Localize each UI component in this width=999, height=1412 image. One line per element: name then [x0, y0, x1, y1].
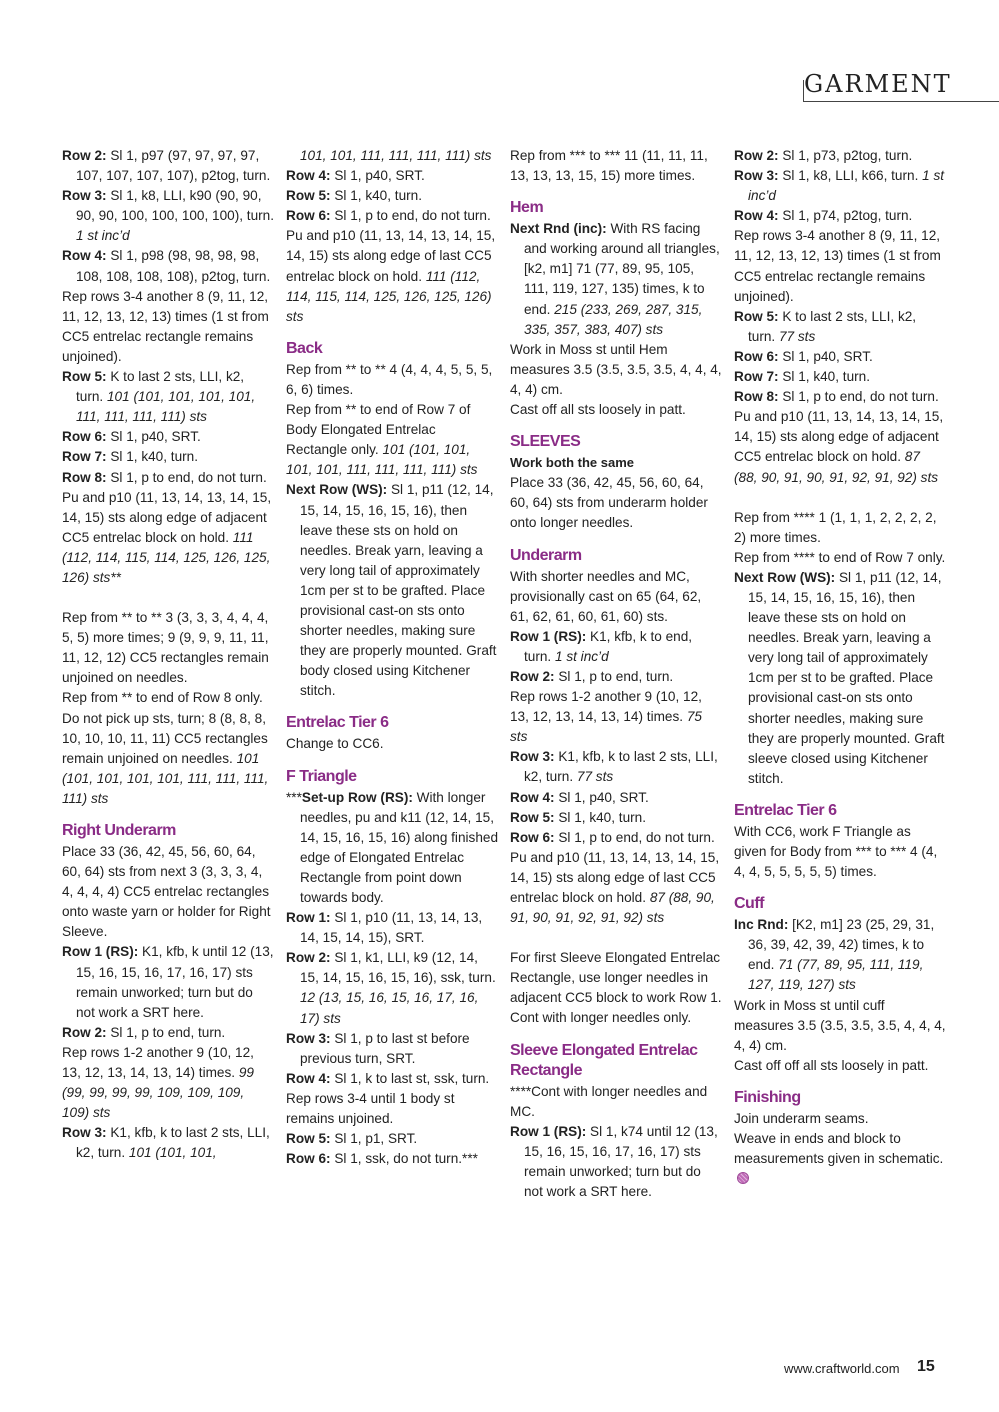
row-label: Next Rnd (inc):: [510, 221, 607, 237]
row-label: Row 1 (RS):: [510, 628, 587, 644]
heading-text: Finishing: [734, 1088, 801, 1106]
instruction-row: [62, 468, 274, 488]
text: Pu and p10 (11, 13, 14, 13, 14, 15, 14, 15) sts along edge of last CC5 entrelac block on hold.: [286, 228, 496, 284]
stitch-count: 75 sts: [510, 709, 702, 745]
paragraph: [510, 567, 722, 627]
paragraph: [510, 340, 722, 400]
text: Rep rows 1-2 another 9 (10, 12, 13, 12, 13, 14, 13, 14) times.: [510, 689, 702, 725]
paragraph: [286, 360, 498, 400]
stitch-count: 99 (99, 99, 99, 99, 109, 109, 109, 109) sts: [62, 1065, 254, 1121]
text: [K2, m1] 23 (25, 29, 31, 36, 39, 42, 39, 42) times, k to end.: [748, 917, 935, 973]
instruction-row: [286, 1129, 498, 1149]
heading-text: F Triangle: [286, 767, 357, 785]
text: Sl 1, p40, SRT.: [778, 348, 873, 364]
instruction-row: [62, 1023, 274, 1043]
row-label: Row 4:: [286, 1070, 331, 1086]
paragraph: [510, 687, 722, 747]
text: Rep rows 1-2 another 9 (10, 12, 13, 12, 13, 14, 13, 14) times.: [62, 1044, 254, 1081]
section-heading: [510, 432, 722, 452]
row-label: Row 3:: [510, 749, 555, 765]
text: With shorter needles and MC, provisionally cast on 65 (64, 62, 61, 62, 61, 60, 61, 60) sts.: [510, 568, 702, 624]
text: Work in Moss st until cuff measures 3.5 (3.5, 3.5, 3.5, 4, 4, 4, 4, 4) cm.: [734, 997, 946, 1053]
row-label: Row 4:: [286, 168, 331, 184]
instruction-row: [286, 186, 498, 206]
instruction-row: [286, 1149, 498, 1169]
instruction-row: [286, 1029, 498, 1069]
section-heading: [286, 339, 498, 359]
heading-text: Work both the same: [510, 455, 635, 471]
row-label: Row 1 (RS):: [510, 1123, 587, 1139]
row-label: Row 5:: [62, 369, 107, 385]
row-label: Row 3:: [62, 188, 107, 204]
section-heading: [62, 821, 274, 841]
stitch-count: 101 (101, 101, 101, 101, 111, 111, 111, 111) sts: [62, 750, 269, 806]
row-label: Row 1 (RS):: [62, 944, 139, 960]
text: Sl 1, k40, turn.: [106, 449, 198, 465]
text: Pu and p10 (11, 13, 14, 13, 14, 15, 14, 15) sts along edge of last CC5 entrelac block on hold.: [510, 849, 720, 905]
paragraph: [62, 608, 274, 688]
row-label: Row 2:: [62, 148, 107, 163]
row-label: Row 4:: [734, 208, 779, 224]
row-label: Row 5:: [286, 1131, 331, 1147]
section-heading: [510, 1041, 722, 1081]
paragraph: [510, 1082, 722, 1122]
paragraph: [734, 508, 946, 548]
row-label: Row 6:: [286, 1151, 331, 1167]
row-label: Row 7:: [734, 369, 779, 385]
instruction-row: [62, 146, 274, 186]
text: Rep from *** to *** 11 (11, 11, 11, 13, 13, 13, 15, 15) more times.: [510, 148, 708, 184]
text: Sl 1, p to end, do not turn.: [106, 469, 267, 485]
instruction-row: [510, 828, 722, 848]
text: Rep rows 3-4 another 8 (9, 11, 12, 11, 12, 13, 12, 13) times (1 st from CC5 entrelac rectangle remains unjoined).: [734, 228, 941, 304]
row-label: Row 6:: [62, 429, 107, 445]
text: Sl 1, p98 (98, 98, 98, 98, 108, 108, 108, 108), p2tog, turn.: [76, 248, 271, 284]
text: Sl 1, p73, p2tog, turn.: [778, 148, 913, 163]
paragraph: [62, 287, 274, 367]
instruction-row: [734, 146, 946, 166]
heading-text: Right Underarm: [62, 822, 176, 839]
paragraph: [734, 1109, 946, 1129]
text: Sl 1, p40, SRT.: [554, 789, 649, 805]
stitch-count: 215 (233, 269, 287, 315, 335, 357, 383, 407) sts: [524, 301, 703, 337]
instruction-row: [510, 808, 722, 828]
row-label: Row 6:: [510, 829, 555, 845]
stitch-count: 87 (88, 90, 91, 90, 91, 92, 91, 92) sts: [510, 890, 715, 926]
text: Sl 1, p97 (97, 97, 97, 97, 107, 107, 107, 107), p2tog, turn.: [76, 148, 271, 184]
column-1: [62, 146, 274, 1164]
instruction-row: [286, 166, 498, 186]
instruction-row: [62, 427, 274, 447]
text: Cast off all sts loosely in patt.: [510, 402, 686, 418]
paragraph: [286, 1089, 498, 1129]
text: Place 33 (36, 42, 45, 56, 60, 64, 60, 64) sts from underarm holder onto longer needles.: [510, 475, 708, 531]
row-label: Row 7:: [62, 449, 107, 465]
column-2: [286, 146, 498, 1169]
heading-text: Underarm: [510, 546, 582, 564]
row-label: Row 8:: [62, 469, 107, 485]
paragraph: [734, 822, 946, 882]
instruction-row: [62, 942, 274, 1022]
instruction-row: [734, 367, 946, 387]
paragraph: [62, 842, 274, 942]
stitch-count: 101 (101, 101,: [128, 1145, 217, 1161]
text: Sl 1, k to last st, ssk, turn.: [330, 1070, 490, 1086]
section-heading: [734, 1088, 946, 1108]
text: Join underarm seams.: [734, 1110, 869, 1126]
text: Sl 1, p to last st before previous turn, SRT.: [300, 1030, 470, 1066]
instruction-row: [286, 948, 498, 1028]
paragraph: [286, 146, 498, 166]
instruction-row: [62, 367, 274, 427]
stitch-count: 101 (101, 101, 101, 101, 111, 111, 111, 111) sts: [286, 442, 478, 478]
text: K1, kfb, k until 12 (13, 15, 16, 15, 16, 17, 16, 17) sts remain unworked; turn but do not work a SRT here.: [76, 944, 274, 1020]
text: With RS facing and working around all triangles, [k2, m1] 71 (77, 89, 95, 105, 111, 119, 127, 135) times, k to end.: [524, 221, 720, 317]
instruction-row: [734, 206, 946, 226]
subheading: [510, 453, 722, 473]
column-4: [734, 146, 946, 1189]
row-label: Row 6:: [286, 208, 331, 224]
paragraph: [510, 146, 722, 186]
section-heading: [510, 198, 722, 218]
instruction-row: [286, 206, 498, 226]
text: Sl 1, k8, LLI, k90 (90, 90, 90, 90, 100, 100, 100, 100), turn.: [76, 188, 275, 224]
row-label: Row 2:: [734, 148, 779, 163]
row-label: Row 2:: [62, 1024, 107, 1040]
heading-text: Entrelac Tier 6: [286, 714, 389, 732]
instruction-row: [286, 908, 498, 948]
text: Rep rows 3-4 until 1 body st remains unjoined.: [286, 1090, 455, 1127]
instruction-row: [62, 1123, 274, 1163]
text: K to last 2 sts, LLI, k2, turn.: [748, 308, 917, 344]
text: Sl 1, p40, SRT.: [330, 168, 425, 184]
text: Sl 1, p to end, do not turn.: [554, 829, 715, 845]
text: Sl 1, p to end, turn.: [106, 1024, 226, 1040]
text: Sl 1, p11 (12, 14, 15, 14, 15, 16, 15, 16), then leave these sts on hold on needles. Break yarn, leaving a very long tail of approximately 1cm per st to be grafted. Place provisional cast-on sts onto shorter needles, making sure they are properly mounted. Graft sleeve closed using Kitchener stitch.: [748, 569, 945, 786]
text: Work in Moss st until Hem measures 3.5 (3.5, 3.5, 3.5, 4, 4, 4, 4, 4) cm.: [510, 341, 722, 397]
paragraph: [734, 1129, 946, 1189]
text: ****Cont with longer needles and MC.: [510, 1083, 708, 1119]
stitch-count: 77 sts: [576, 769, 614, 785]
row-label: Row 3:: [286, 1030, 331, 1046]
paragraph: [734, 548, 946, 568]
row-label: Row 8:: [734, 389, 779, 405]
stitch-count: 1 st inc’d: [748, 168, 945, 204]
text: Sl 1, p to end, do not turn.: [778, 389, 939, 405]
stitch-count: 77 sts: [778, 328, 816, 344]
heading-text: Hem: [510, 199, 544, 217]
row-label: Row 4:: [510, 789, 555, 805]
row-label: Row 5:: [734, 308, 779, 324]
heading-text: Entrelac Tier 6: [734, 801, 837, 819]
instruction-row: [286, 480, 498, 701]
paragraph: [62, 488, 274, 588]
text: Rep from ** to ** 3 (3, 3, 3, 4, 4, 4, 5, 5) more times; 9 (9, 9, 9, 11, 11, 11, 12, 12) CC5 rectangles remain unjoined on needles.: [62, 610, 269, 686]
text: Sl 1, k1, LLI, k9 (12, 14, 15, 14, 15, 16, 15, 16), ssk, turn.: [300, 950, 496, 986]
instruction-row: [510, 667, 722, 687]
section-heading: [286, 767, 498, 787]
section-heading: [286, 713, 498, 733]
text: Rep from **** 1 (1, 1, 1, 2, 2, 2, 2, 2) more times.: [734, 509, 937, 545]
text: Sl 1, ssk, do not turn.***: [330, 1151, 478, 1167]
paragraph: [286, 734, 498, 754]
text: Sl 1, k40, turn.: [778, 369, 870, 385]
text: ***: [286, 789, 302, 805]
instruction-row: [734, 307, 946, 347]
row-label: Row 2:: [510, 668, 555, 684]
text: Pu and p10 (11, 13, 14, 13, 14, 15, 14, 15) sts along edge of adjacent CC5 entrelac block on hold.: [62, 489, 272, 545]
row-label: Next Row (WS):: [734, 569, 836, 585]
instruction-row: [734, 166, 946, 206]
row-label: Row 5:: [510, 809, 555, 825]
text: With CC6, work F Triangle as given for Body from *** to *** 4 (4, 4, 4, 5, 5, 5, 5, 5) times.: [734, 823, 938, 880]
instruction-row: [734, 915, 946, 995]
paragraph: [62, 688, 274, 809]
stitch-count: 12 (13, 15, 16, 15, 16, 17, 16, 17) sts: [300, 990, 479, 1026]
text: Sl 1, p to end, turn.: [554, 668, 674, 684]
row-label: Row 3:: [62, 1125, 107, 1141]
text: Place 33 (36, 42, 45, 56, 60, 64, 60, 64) sts from next 3 (3, 3, 3, 4, 4, 4, 4, 4) CC5 entrelac rectangles onto waste yarn or holder for Right Sleeve.: [62, 844, 271, 940]
text: Sl 1, p10 (11, 13, 14, 13, 14, 15, 14, 15), SRT.: [300, 910, 483, 946]
stitch-count: 87 (88, 90, 91, 90, 91, 92, 91, 92) sts: [734, 449, 939, 485]
text: K1, kfb, k to last 2 sts, LLI, k2, turn.: [524, 749, 718, 785]
instruction-row: [734, 347, 946, 367]
heading-text: Cuff: [734, 895, 764, 913]
text: Rep from ** to ** 4 (4, 4, 4, 5, 5, 5, 6, 6) times.: [286, 361, 493, 397]
instruction-row: [510, 627, 722, 667]
footer-url: www.craftworld.com: [784, 1361, 900, 1376]
heading-text: Sleeve Elongated Entrelac Rectangle: [510, 1041, 698, 1079]
text: Cast off off all sts loosely in patt.: [734, 1057, 929, 1073]
paragraph: [734, 1056, 946, 1076]
row-label: Row 6:: [734, 348, 779, 364]
stitch-count: 101, 101, 111, 111, 111, 111) sts: [300, 148, 492, 163]
row-label: Row 5:: [286, 188, 331, 204]
column-3: [510, 146, 722, 1202]
text: Sl 1, p40, SRT.: [106, 429, 201, 445]
heading-text: Back: [286, 339, 323, 357]
stitch-count: 1 st inc’d: [76, 228, 130, 244]
instruction-row: [510, 788, 722, 808]
paragraph: [510, 848, 722, 928]
text: Sl 1, k74 until 12 (13, 15, 16, 15, 16, 17, 16, 17) sts remain unworked; turn but do not work a SRT here.: [524, 1123, 718, 1200]
page-number: 15: [917, 1358, 935, 1375]
instruction-row: [734, 568, 946, 789]
paragraph: [734, 226, 946, 306]
instruction-row: [62, 246, 274, 286]
heading-text: SLEEVES: [510, 433, 581, 451]
row-label: Row 4:: [62, 248, 107, 264]
paragraph: [286, 400, 498, 480]
instruction-row: [734, 387, 946, 407]
text: Sl 1, p74, p2tog, turn.: [778, 208, 913, 224]
instruction-row: [286, 788, 498, 909]
row-label: Row 3:: [734, 168, 779, 184]
text: Rep from **** to end of Row 7 only.: [734, 549, 946, 565]
stitch-count: 111 (112, 114, 115, 114, 125, 126, 125, 126) sts: [286, 268, 492, 324]
paragraph: [510, 400, 722, 420]
text: K to last 2 sts, LLI, k2, turn.: [76, 369, 245, 405]
instruction-row: [62, 447, 274, 467]
row-label: Row 1:: [286, 910, 331, 926]
text: Sl 1, p1, SRT.: [330, 1131, 418, 1147]
instruction-row: [510, 1122, 722, 1202]
text: K1, kfb, k to last 2 sts, LLI, k2, turn.: [76, 1125, 270, 1161]
text: Pu and p10 (11, 13, 14, 13, 14, 15, 14, 15) sts along edge of adjacent CC5 entrelac block on hold.: [734, 409, 944, 465]
section-label: GARMENT: [804, 70, 952, 98]
text: For first Sleeve Elongated Entrelac Rectangle, use longer needles in adjacent CC5 block to work Row 1. Cont with longer needles only.: [510, 950, 722, 1026]
paragraph: [62, 1043, 274, 1123]
stitch-count: 101 (101, 101, 101, 101, 111, 111, 111, 111) sts: [76, 389, 256, 425]
text: Sl 1, p to end, do not turn.: [330, 208, 491, 224]
paragraph: [510, 473, 722, 533]
text: Weave in ends and block to measurements given in schematic.: [734, 1131, 944, 1167]
paragraph: [510, 948, 722, 1028]
row-label: Set-up Row (RS):: [301, 789, 413, 805]
instruction-row: [286, 1069, 498, 1089]
row-label: Row 2:: [286, 950, 331, 966]
text: Rep from ** to end of Row 8 only. Do not pick up sts, turn; 8 (8, 8, 8, 10, 10, 10, 11, 11) CC5 rectangles remain unjoined on needles.: [62, 690, 268, 766]
stitch-count: 111 (112, 114, 115, 114, 125, 126, 125, 126) sts**: [62, 529, 271, 585]
paragraph: [286, 226, 498, 326]
text: With longer needles, pu and k11 (12, 14, 15, 14, 15, 16, 15, 16) along finished edge of Elongated Entrelac Rectangle from point down towards body.: [300, 789, 499, 905]
instruction-row: [510, 747, 722, 787]
row-label: Next Row (WS):: [286, 482, 388, 498]
text: Rep from ** to end of Row 7 of Body Elongated Entrelac Rectangle only.: [286, 402, 471, 458]
section-rule-vertical: [803, 80, 804, 102]
row-label: Inc Rnd:: [734, 917, 789, 933]
text: Sl 1, p11 (12, 14, 15, 14, 15, 16, 15, 16), then leave these sts on hold on needles. Break yarn, leaving a very long tail of approximately 1cm per st to be grafted. Place provisional cast-on sts onto shorter needles, making sure they are properly mounted. Graft body closed using Kitchener stitch.: [300, 482, 497, 699]
stitch-count: 71 (77, 89, 95, 111, 119, 127, 119, 127) sts: [748, 957, 924, 993]
text: Sl 1, k8, LLI, k66, turn.: [778, 168, 923, 184]
text: Rep rows 3-4 another 8 (9, 11, 12, 11, 12, 13, 12, 13) times (1 st from CC5 entrelac rectangle remains unjoined).: [62, 288, 269, 364]
section-rule-horizontal: [803, 101, 999, 102]
text: Sl 1, k40, turn.: [330, 188, 422, 204]
paragraph: [734, 996, 946, 1056]
instruction-row: [62, 186, 274, 246]
paragraph: [734, 407, 946, 487]
text: K1, kfb, k to end, turn.: [524, 628, 693, 664]
text: Sl 1, k40, turn.: [554, 809, 646, 825]
section-heading: [734, 801, 946, 821]
section-heading: [734, 894, 946, 914]
text: Change to CC6.: [286, 736, 384, 752]
instruction-row: [510, 219, 722, 340]
section-heading: [510, 546, 722, 566]
stitch-count: 1 st inc’d: [554, 648, 609, 664]
yarn-ball-icon: [737, 1172, 749, 1184]
